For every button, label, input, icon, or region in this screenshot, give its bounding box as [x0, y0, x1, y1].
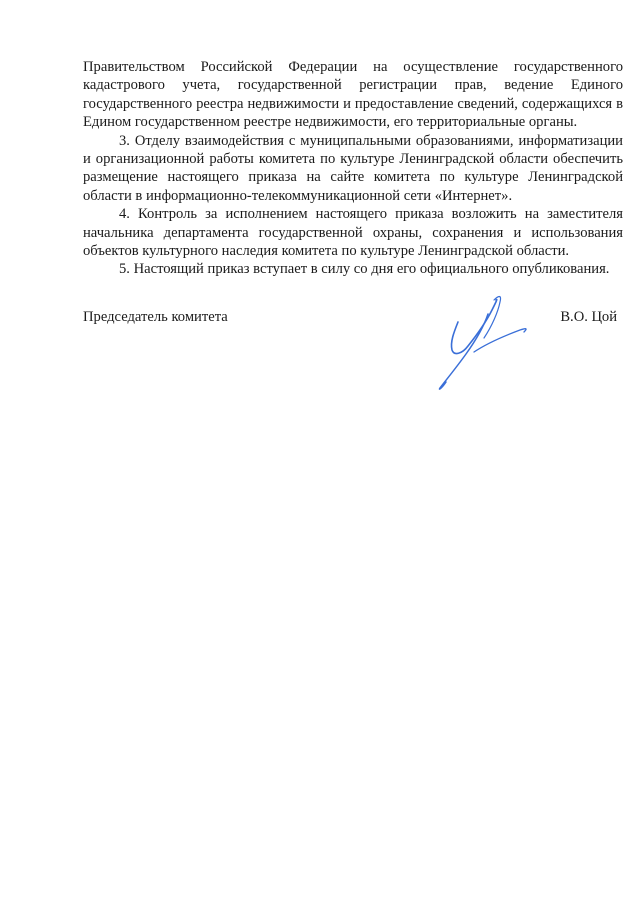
signature-row	[83, 308, 623, 328]
signature-stroke-2	[439, 314, 488, 389]
signature-stroke-1	[451, 299, 496, 353]
position-title: Председатель комитета	[83, 309, 228, 325]
paragraph-item-4: 4. Контроль за исполнением настоящего приказа возложить на заместителя начальника департамента государственной охраны, сохранения и использования объектов культурного наследия комитета по культуре Ленинградской области.	[83, 206, 623, 260]
paragraph-item-3: 3. Отделу взаимодействия с муниципальными образованиями, информатизации и организационной работы комитета по культуре Ленинградской области обеспечить размещение настоящего приказа на сайте комитета по культуре Ленинградской области в информационно-телекоммуникационной сети «Интернет».	[83, 132, 623, 204]
signatory-name: В.О. Цой	[560, 309, 617, 325]
handwritten-signature	[428, 292, 540, 394]
paragraph-item-5: 5. Настоящий приказ вступает в силу со дня его официального опубликования.	[119, 261, 610, 278]
signature-stroke-3	[474, 329, 526, 352]
paragraph-continuation: Правительством Российской Федерации на осуществление государственного кадастрового учета, государственной регистрации прав, ведение Единого государственного реестра недвижимости и предоставление сведений, содержащихся в Едином государственном реестре недвижимости, его территориальные органы.	[83, 59, 623, 131]
document-body	[83, 58, 623, 279]
